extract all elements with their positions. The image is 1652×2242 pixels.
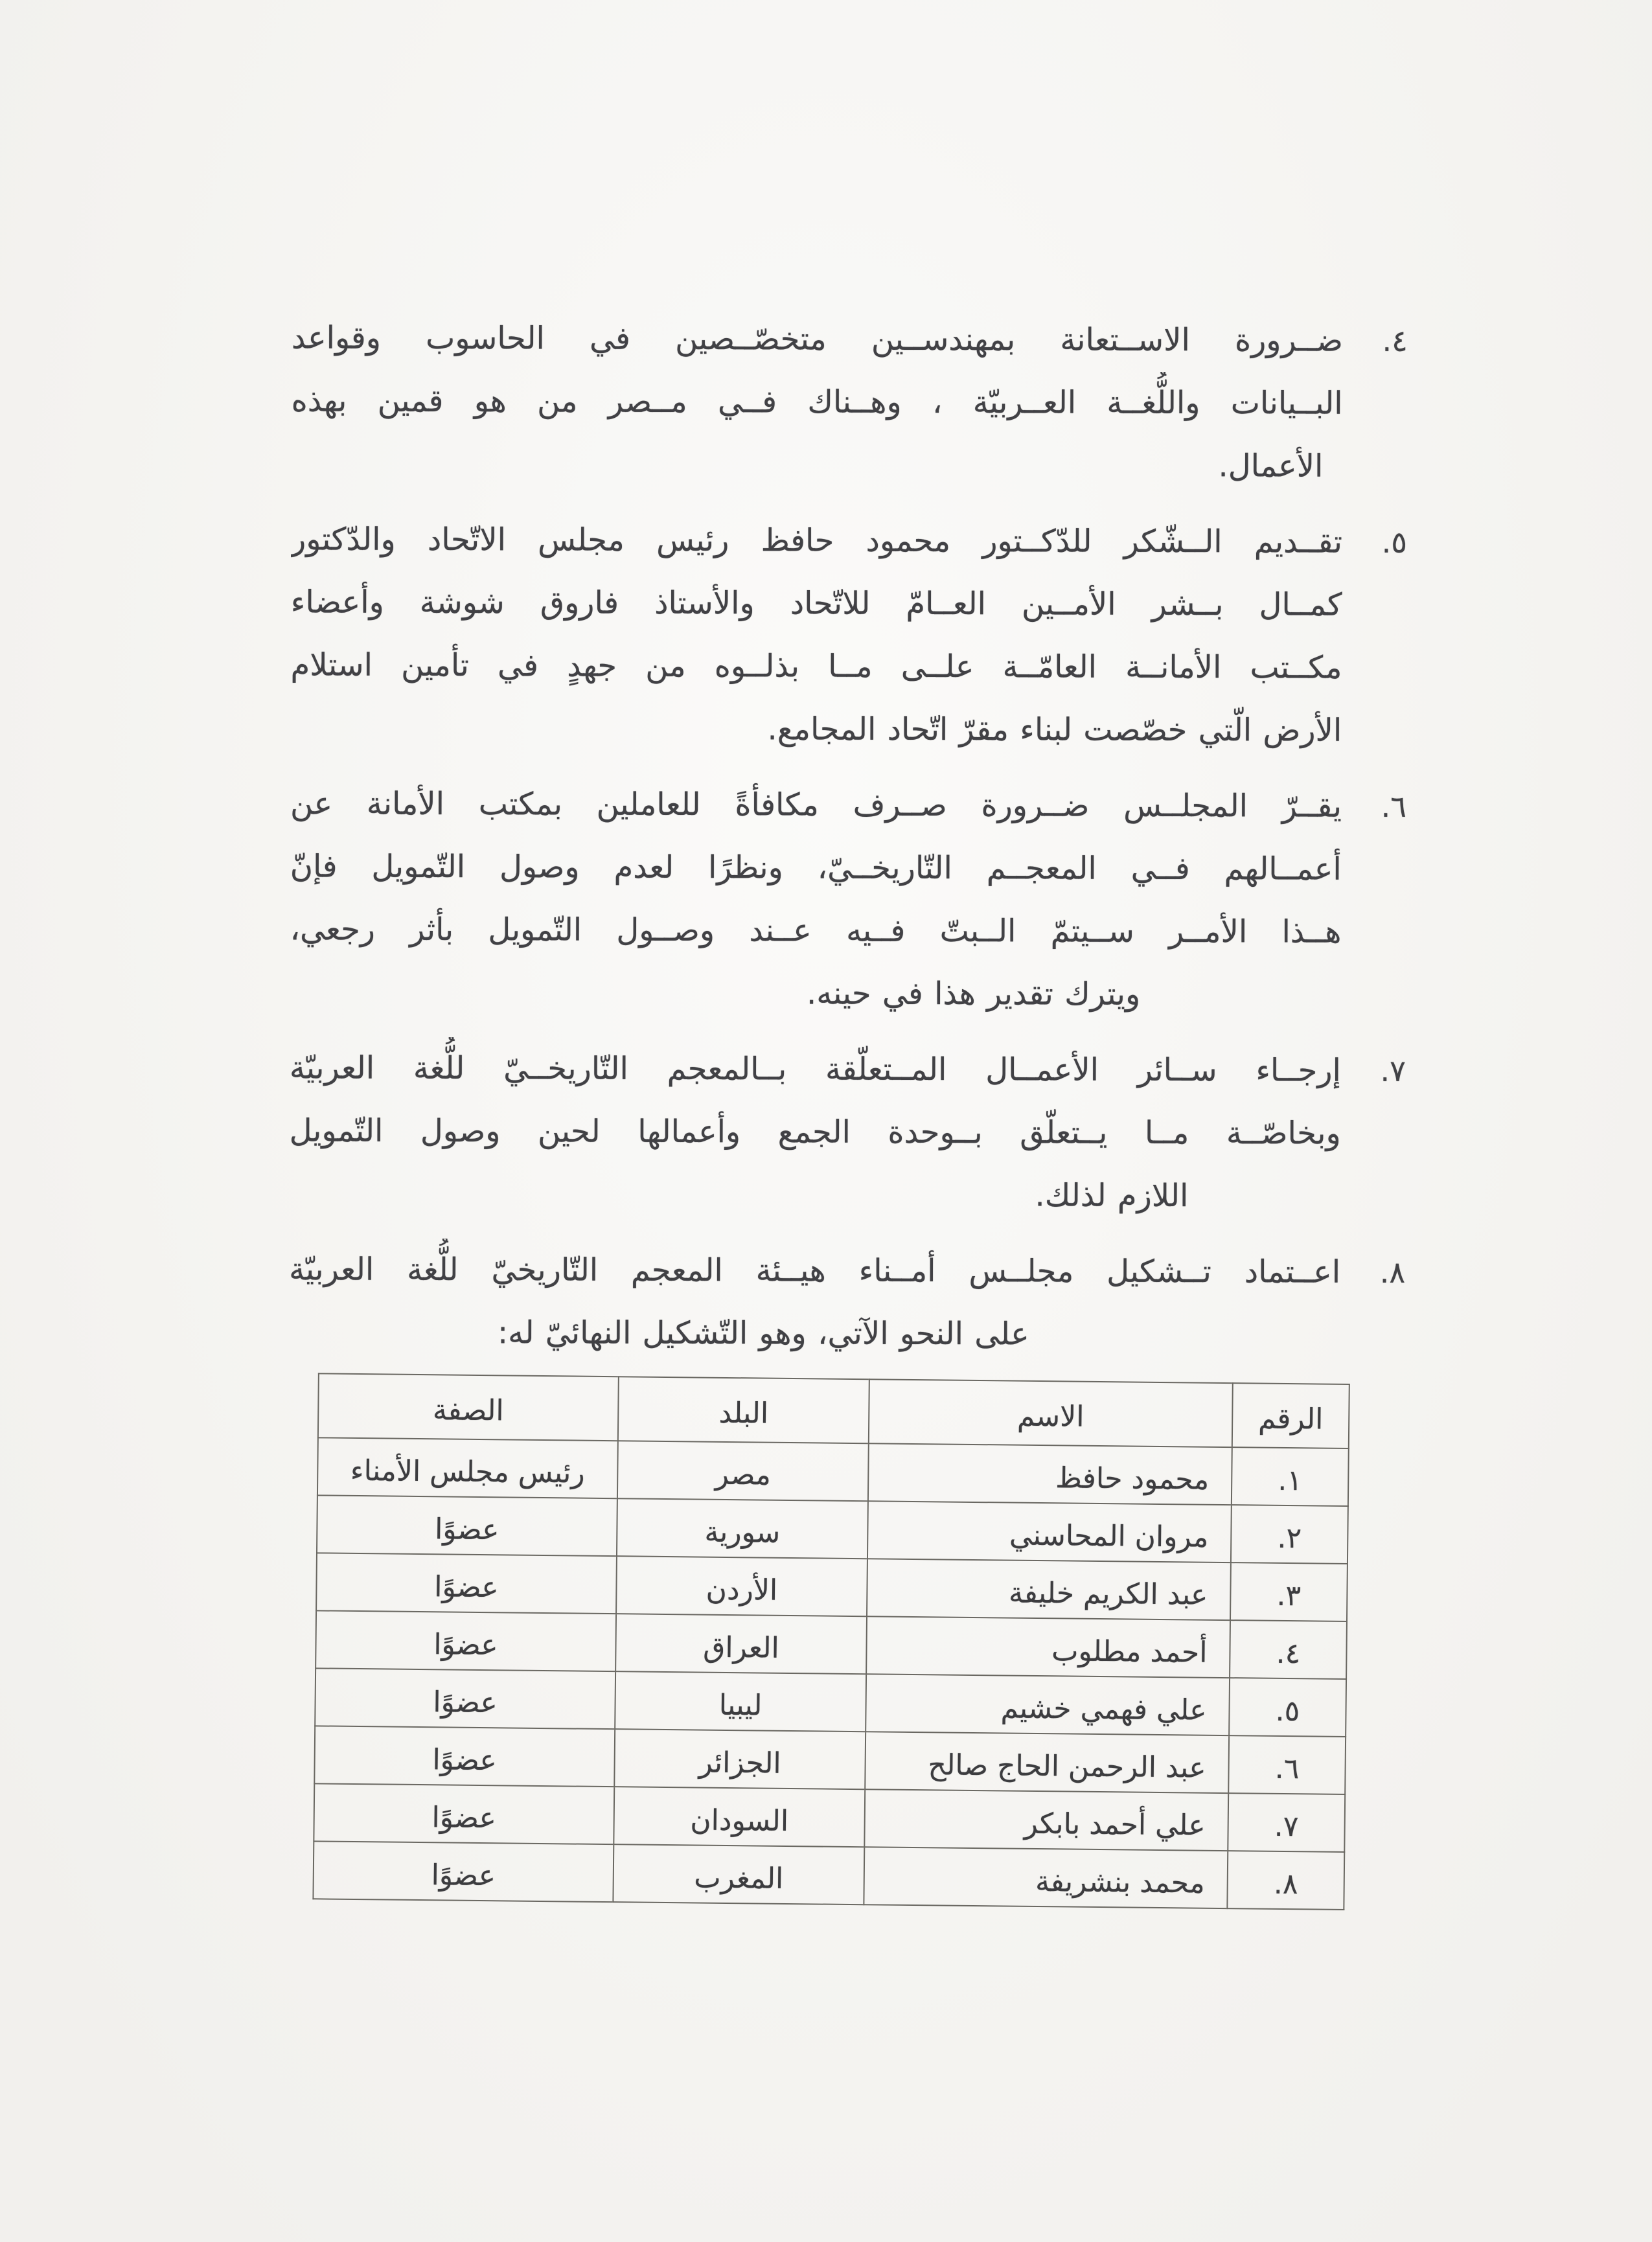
cell-role: عضوًا bbox=[316, 1553, 617, 1614]
text-line: ويترك تقدير هذا في حينه. bbox=[806, 975, 1141, 1012]
table-row bbox=[316, 1553, 1348, 1621]
list-item-7 bbox=[289, 1036, 1407, 1228]
list-item-number: ٥. bbox=[1381, 524, 1408, 560]
cell-number: ٦. bbox=[1228, 1735, 1346, 1794]
list-item-text bbox=[289, 1238, 1341, 1366]
cell-role: رئيس مجلس الأمناء bbox=[317, 1437, 618, 1498]
cell-name: علي أحمد بابكر bbox=[864, 1789, 1228, 1851]
header-number: الرقم bbox=[1232, 1383, 1349, 1448]
cell-number: ٤. bbox=[1230, 1620, 1347, 1679]
cell-name: مروان المحاسني bbox=[867, 1501, 1232, 1562]
table-row bbox=[317, 1437, 1349, 1506]
text-line: وبخاصّــة مــا يــتعلّق بــوحدة الجمع وأعمالها لحين وصول التّمويل bbox=[289, 1112, 1341, 1152]
list-item-4 bbox=[291, 306, 1409, 498]
table-row bbox=[313, 1841, 1344, 1910]
cell-role: عضوًا bbox=[313, 1841, 614, 1902]
cell-number: ٥. bbox=[1229, 1678, 1346, 1737]
cell-number: ٣. bbox=[1230, 1562, 1348, 1621]
cell-number: ٧. bbox=[1228, 1793, 1345, 1852]
list-item-8 bbox=[289, 1238, 1407, 1367]
list-item-6 bbox=[290, 772, 1408, 1027]
table-row bbox=[315, 1610, 1347, 1679]
cell-role: عضوًا bbox=[314, 1783, 614, 1844]
list-item-number: ٤. bbox=[1382, 323, 1408, 358]
cell-number: ١. bbox=[1232, 1447, 1349, 1506]
cell-name: أحمد مطلوب bbox=[866, 1616, 1230, 1678]
cell-name: محمود حافظ bbox=[868, 1443, 1232, 1505]
cell-country: السودان bbox=[614, 1787, 865, 1847]
text-line: اعــتماد تــشكيل مجلــس أمــناء هيــئة المعجم التّاريخيّ للُّغة العربيّة bbox=[289, 1251, 1341, 1290]
cell-country: مصر bbox=[617, 1441, 869, 1501]
text-line: الأرض الّتي خصّصت لبناء مقرّ اتّحاد المجامع. bbox=[767, 711, 1342, 749]
cell-country: الأردن bbox=[616, 1556, 867, 1616]
text-line: اللازم لذلك. bbox=[1035, 1177, 1189, 1215]
cell-name: علي فهمي خشيم bbox=[866, 1674, 1230, 1735]
cell-country: الجزائر bbox=[614, 1729, 866, 1789]
cell-role: عضوًا bbox=[315, 1668, 615, 1729]
text-line: أعمــالهم فــي المعجــم التّاريخــيّ، ونظرًا لعدم وصول التّمويل فإنّ bbox=[290, 848, 1342, 887]
list-item-text bbox=[289, 1036, 1341, 1228]
table-row bbox=[317, 1495, 1348, 1564]
list-item-number: ٦. bbox=[1381, 788, 1407, 824]
cell-name: عبد الكريم خليفة bbox=[867, 1559, 1231, 1620]
cell-role: عضوًا bbox=[314, 1726, 615, 1787]
list-item-5 bbox=[290, 508, 1408, 762]
cell-number: ٨. bbox=[1227, 1851, 1344, 1910]
document-body bbox=[288, 306, 1409, 1906]
cell-country: المغرب bbox=[613, 1844, 864, 1905]
text-line: إرجــاء ســائر الأعمــال المــتعلّقة بــالمعجم التّاريخــيّ للُّغة العربيّة bbox=[289, 1049, 1341, 1089]
cell-name: عبد الرحمن الحاج صالح bbox=[865, 1732, 1229, 1793]
cell-role: عضوًا bbox=[315, 1610, 616, 1671]
cell-country: ليبيا bbox=[615, 1671, 866, 1732]
table-row bbox=[314, 1726, 1346, 1794]
text-line: على النحو الآتي، وهو التّشكيل النهائيّ له: bbox=[497, 1314, 1029, 1353]
list-item-text bbox=[290, 508, 1342, 762]
cell-country: العراق bbox=[615, 1614, 867, 1674]
cell-role: عضوًا bbox=[317, 1495, 617, 1556]
list-item-text bbox=[290, 772, 1342, 1026]
header-name: الاسم bbox=[869, 1379, 1233, 1447]
text-line: مكــتب الأمانــة العامّــة علــى مــا بذلــوه من جهدٍ في تأمين استلام bbox=[290, 646, 1342, 686]
text-line: تقــديم الــشّكر للدّكــتور محمود حافظ رئيس مجلس الاتّحاد والدّكتور bbox=[290, 521, 1343, 560]
text-line: البــيانات واللُّغــة العــربيّة ، وهــناك فــي مــصر من هو قمين بهذه bbox=[291, 382, 1343, 422]
cell-name: محمد بنشريفة bbox=[864, 1847, 1228, 1908]
list-item-text bbox=[291, 306, 1343, 498]
table-row bbox=[315, 1668, 1346, 1737]
table-row bbox=[314, 1783, 1345, 1852]
cell-country: سورية bbox=[617, 1498, 868, 1559]
text-line: ضــرورة الاســتعانة بمهندســين متخصّــصين في الحاسوب وقواعد bbox=[291, 319, 1343, 359]
text-line: كمــال بــشر الأمــين العــامّ للاتّحاد والأستاذ فاروق شوشة وأعضاء bbox=[290, 584, 1342, 623]
list-item-number: ٨. bbox=[1379, 1254, 1406, 1290]
trustees-table bbox=[312, 1373, 1349, 1910]
table-header-row bbox=[318, 1373, 1349, 1448]
header-role: الصفة bbox=[318, 1373, 619, 1441]
text-line: يقــرّ المجلــس ضــرورة صــرف مكافأةً للعاملين بمكتب الأمانة عن bbox=[290, 785, 1342, 825]
list-item-number: ٧. bbox=[1380, 1053, 1406, 1088]
text-line: الأعمال. bbox=[1218, 448, 1324, 485]
text-line: هــذا الأمــر ســيتمّ الــبتّ فــيه عــند وصــول التّمويل بأثر رجعي، bbox=[290, 911, 1342, 950]
cell-number: ٢. bbox=[1231, 1505, 1348, 1564]
header-country: البلد bbox=[618, 1377, 869, 1443]
